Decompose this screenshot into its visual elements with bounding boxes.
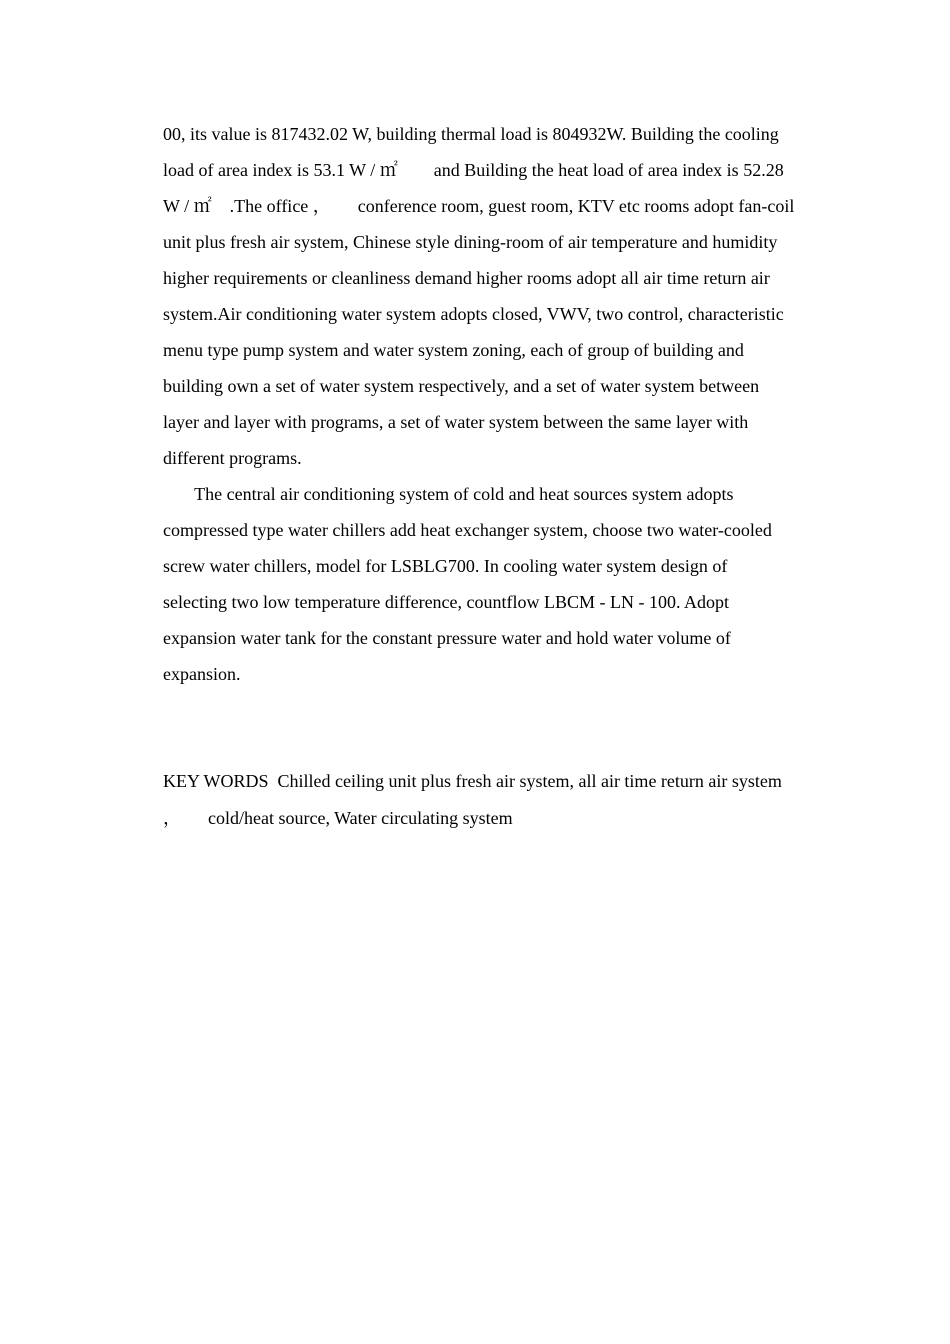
paragraph-line: menu type pump system and water system zoning, each of group of building and (163, 340, 744, 360)
keywords-line: KEY WORDS Chilled ceiling unit plus fresh air system, all air time return air system (163, 771, 782, 791)
paragraph-line: higher requirements or cleanliness demand higher rooms adopt all air time return air (163, 268, 770, 288)
paragraph-line: 00, its value is 817432.02 W, building thermal load is 804932W. Building the cooling (163, 124, 779, 144)
paragraph-line: unit plus fresh air system, Chinese style dining-room of air temperature and humidity (163, 232, 778, 252)
paragraph-line: compressed type water chillers add heat exchanger system, choose two water-cooled (163, 520, 772, 540)
paragraph-line: layer and layer with programs, a set of water system between the same layer with (163, 412, 749, 432)
paragraph-line: load of area index is 53.1 W / ㎡ and Building the heat load of area index is 52.28 (163, 160, 784, 180)
paragraph-line: building own a set of water system respectively, and a set of water system between (163, 376, 760, 396)
paragraph-line: system.Air conditioning water system adopts closed, VWV, two control, characteristic (163, 304, 784, 324)
paragraph-line: W / ㎡ .The office ， conference room, guest room, KTV etc rooms adopt fan-coil (163, 196, 795, 216)
paragraph-line: expansion water tank for the constant pressure water and hold water volume of (163, 628, 731, 648)
paragraph-line: The central air conditioning system of cold and heat sources system adopts (163, 484, 734, 504)
paragraph-line: different programs. (163, 448, 302, 468)
paragraph-line: selecting two low temperature difference, countflow LBCM - LN - 100. Adopt (163, 592, 730, 612)
paragraph-line: expansion. (163, 664, 241, 684)
keywords-line: ， cold/heat source, Water circulating system (163, 808, 513, 828)
paragraph-line: screw water chillers, model for LSBLG700. In cooling water system design of (163, 556, 728, 576)
